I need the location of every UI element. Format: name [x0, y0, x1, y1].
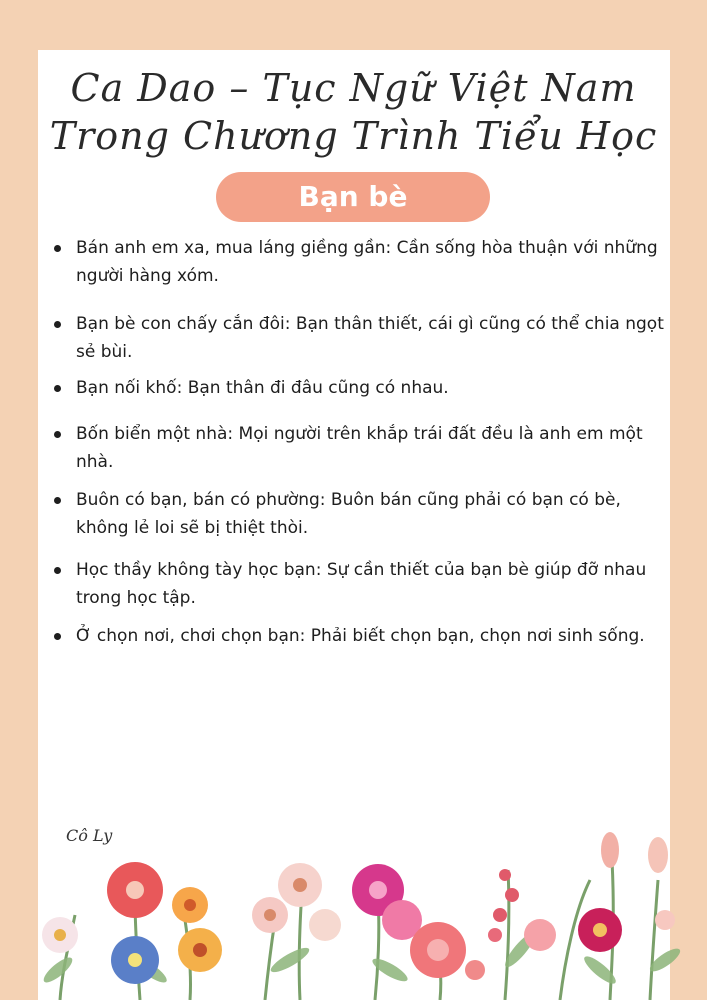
page-title-line-1: Ca Dao – Tục Ngữ Việt Nam — [70, 66, 637, 110]
proverb-item: Bạn nối khố: Bạn thân đi đâu cũng có nhau. — [76, 374, 666, 402]
topic-badge: Bạn bè — [216, 172, 490, 222]
proverb-item: Bốn biển một nhà: Mọi người trên khắp trái đất đều là anh em một nhà. — [76, 420, 666, 476]
proverb-item: Ở chọn nơi, chơi chọn bạn: Phải biết chọn bạn, chọn nơi sinh sống. — [76, 622, 666, 650]
flower-border-illustration — [0, 820, 707, 1000]
proverb-item: Bạn bè con chấy cắn đôi: Bạn thân thiết, cái gì cũng có thể chia ngọt sẻ bùi. — [76, 310, 666, 366]
proverb-item: Học thầy không tày học bạn: Sự cần thiết của bạn bè giúp đỡ nhau trong học tập. — [76, 556, 666, 612]
page-title-line-2: Trong Chương Trình Tiểu Học — [49, 114, 658, 158]
author-signature: Cô Ly — [66, 826, 113, 845]
proverb-item: Bán anh em xa, mua láng giềng gần: Cần sống hòa thuận với những người hàng xóm. — [76, 234, 666, 290]
proverb-item: Buôn có bạn, bán có phường: Buôn bán cũng phải có bạn có bè, không lẻ loi sẽ bị thiệt thòi. — [76, 486, 666, 542]
